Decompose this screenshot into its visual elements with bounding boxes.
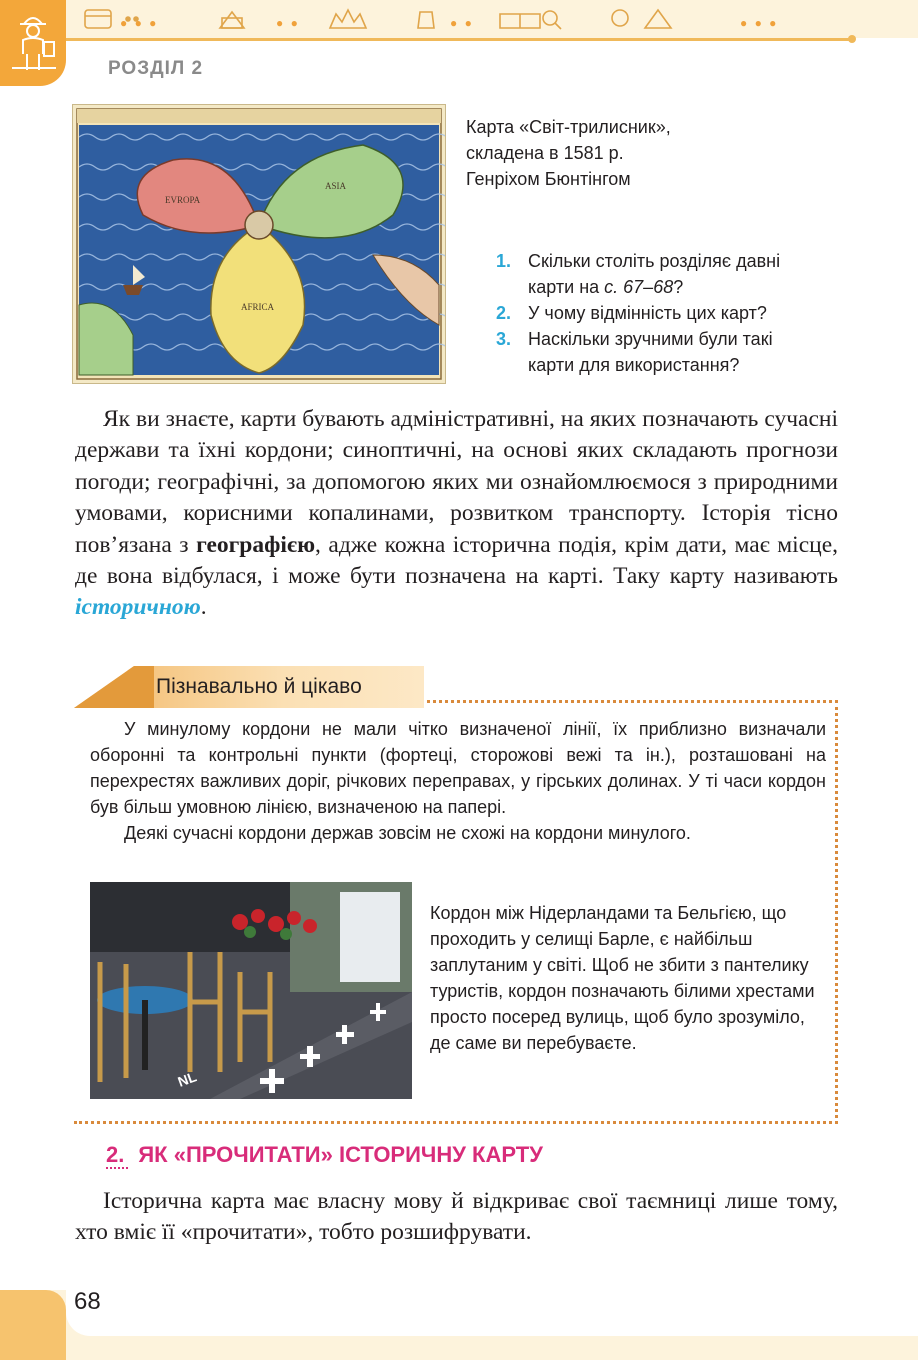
fact-box-title: Пізнавально й цікаво: [156, 675, 362, 698]
question-number: 2.: [496, 303, 512, 323]
header-dots: ● ● ●: [120, 16, 159, 30]
header-icons-strip: [80, 4, 780, 34]
temple-icon: [220, 12, 244, 28]
bold-term: географією: [196, 531, 316, 558]
map-caption-line: складена в 1581 р.: [466, 143, 624, 163]
fact-paragraph: Деякі сучасні кордони держав зовсім не схожі на кордони минулого.: [124, 823, 691, 843]
question-item: [494, 326, 854, 378]
crown-icon: [330, 10, 366, 28]
footer-corner: [0, 1290, 66, 1360]
question-list: [494, 248, 854, 378]
header-rule: [60, 38, 855, 41]
question-text: карти для використання?: [528, 355, 740, 375]
map-caption-line: Карта «Світ-трилисник»,: [466, 117, 671, 137]
fact-box-tab: [74, 666, 424, 708]
photo-caption: Кордон між Нідерландами та Бельгією, що проходить у селищі Барле, є найбільш заплутаним у світі. Щоб не збити з пантелику туристів, кордон позначають білими хрестами просто посеред вулиць, щоб було зрозуміло, де саме ви перебуваєте.: [430, 903, 815, 1053]
question-item: [494, 248, 854, 300]
svg-text:NL: NL: [175, 1068, 199, 1090]
question-text: У чому відмінність цих карт?: [528, 303, 767, 323]
cafe-photo-illustration: [90, 882, 412, 1099]
explorer-icon: [6, 6, 60, 80]
fact-box-top-border: [420, 700, 838, 703]
svg-text:AFRICA: AFRICA: [241, 302, 275, 312]
map-illustration: [73, 105, 445, 383]
fact-box-text: [90, 716, 826, 846]
magnifier-icon: [543, 11, 557, 25]
question-text: Скільки століть розділяє давні: [528, 251, 781, 271]
jerusalem-center: [245, 211, 273, 239]
question-icon: [612, 10, 628, 26]
paragraph-text: .: [200, 594, 207, 621]
header-rule-dot: [848, 35, 856, 43]
paragraph-text: , адже кожна історична подія, крім дати, має місце, де вона відбулася, і може бути позначена на карті. Таку карту називають: [75, 531, 839, 590]
chest-icon: [85, 10, 111, 28]
section-badge: [0, 0, 66, 86]
question-number: 3.: [496, 329, 512, 349]
footer-page-area: [66, 1290, 918, 1336]
header-dots: ● ●: [450, 16, 474, 30]
paragraph-text: Як ви знаєте, карти бувають адміністративні, на яких позначають сучасні держави та їхні кордони; синоптичні, на основі яких складають прогнози погоди; географічні, за допомогою яких ми ознайомлюємося з природними умовами, корисними копалинами, розвитком транспорту. Історія тісно пов’язана з: [75, 406, 838, 558]
section-label: РОЗДІЛ 2: [108, 58, 204, 79]
page-number: 68: [74, 1288, 101, 1315]
section-number: 2.: [106, 1142, 128, 1169]
header-decoration: [80, 4, 780, 34]
map-caption: [466, 114, 846, 192]
key-term: історичною: [75, 594, 201, 621]
main-paragraph: [75, 404, 838, 624]
vase-icon: [418, 12, 434, 28]
section-title: ЯК «ПРОЧИТАТИ» ІСТОРИЧНУ КАРТУ: [138, 1142, 543, 1167]
svg-text:EVROPA: EVROPA: [165, 195, 201, 205]
section-paragraph: Історична карта має власну мову й відкриває свої таємниці лише тому, хто вміє її «прочитати», тобто розшифрувати.: [75, 1188, 838, 1246]
pyramid-icon: [645, 10, 671, 28]
svg-text:ASIA: ASIA: [325, 181, 347, 191]
baarle-border-photo: [90, 882, 412, 1099]
bunting-clover-map: [72, 104, 446, 384]
page-reference: с. 67–68: [604, 277, 674, 297]
fact-paragraph: У минулому кордони не мали чітко визначеної лінії, їх приблизно визначали оборонні та контрольні пункти (фортеці, сторожові вежі та ін.), розташовані на перехрестях важливих доріг, річкових переправах, у гірських долинах. У ті часи кордон був більш умовною лінією, визначеною на папері.: [90, 719, 826, 817]
question-text: Наскільки зручними були такі: [528, 329, 773, 349]
header-dots: ● ●: [276, 16, 300, 30]
section-heading: [106, 1142, 543, 1168]
question-number: 1.: [496, 251, 512, 271]
map-caption-line: Генріхом Бюнтінгом: [466, 169, 631, 189]
question-text: карти на: [528, 277, 605, 297]
tab-accent: [74, 666, 154, 708]
question-item: [494, 300, 854, 326]
header-dots: ● ● ●: [740, 16, 779, 30]
question-text: ?: [673, 277, 684, 297]
